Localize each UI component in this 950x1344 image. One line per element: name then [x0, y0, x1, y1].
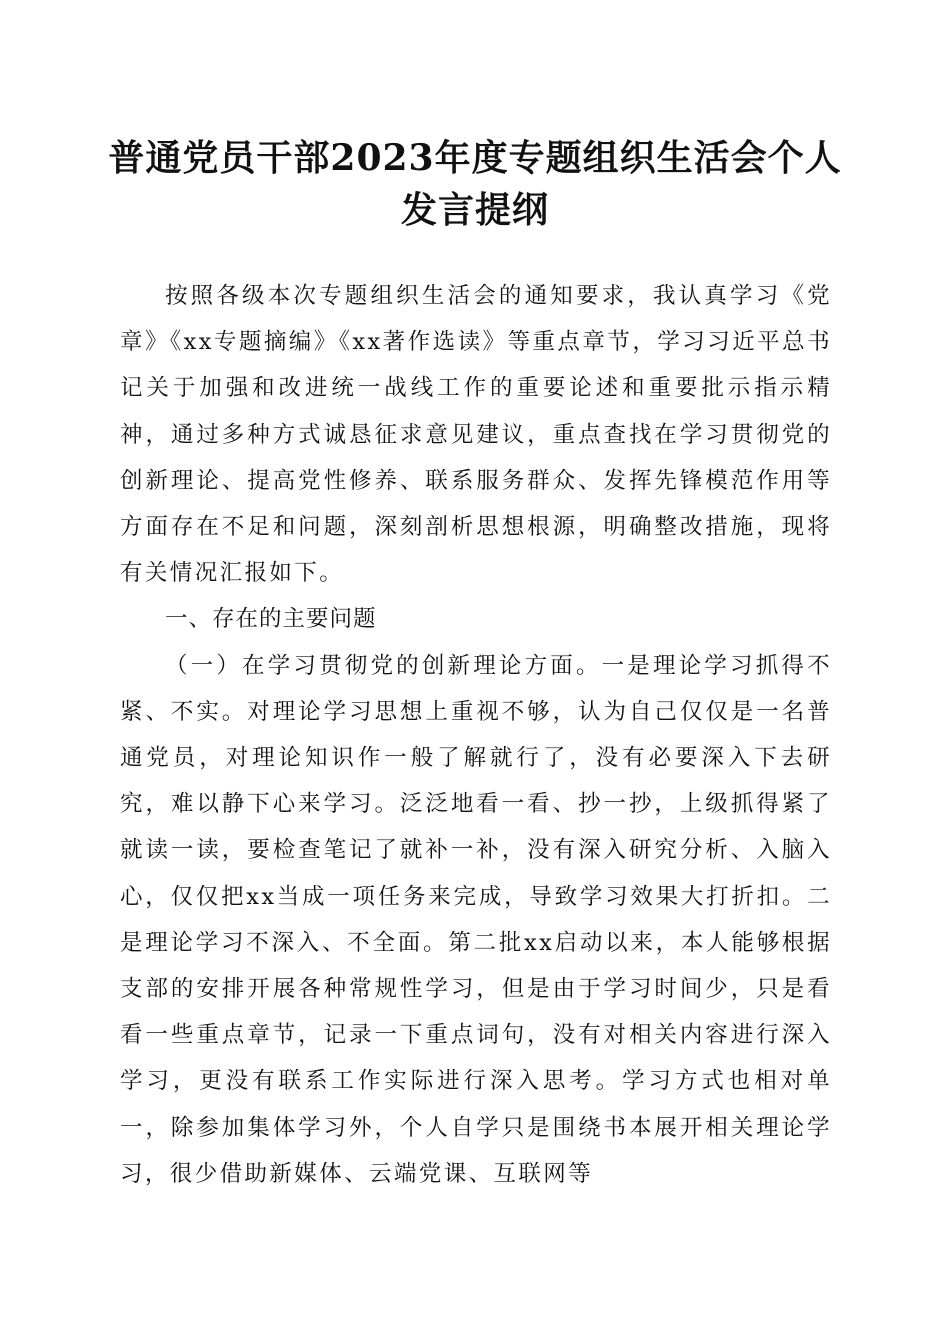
section-heading: 一、存在的主要问题 — [165, 606, 377, 633]
document-body — [120, 273, 832, 1197]
intro-paragraph: 按照各级本次专题组织生活会的通知要求，我认真学习《党章》《xx专题摘编》《xx著作选读》等重点章节，学习习近平总书记关于加强和改进统一战线工作的重要论述和重要批示指示精神，通过多种方式诚恳征求意见建议，重点查找在学习贯彻党的创新理论、提高党性修养、联系服务群众、发挥先锋模范作用等方面存在不足和问题，深刻剖析思想根源，明确整改措施，现将有关情况汇报如下。 — [120, 283, 832, 587]
section-paragraph: （一）在学习贯彻党的创新理论方面。一是理论学习抓得不紧、不实。对理论学习思想上重视不够，认为自己仅仅是一名普通党员，对理论知识作一般了解就行了，没有必要深入下去研究，难以静下心来学习。泛泛地看一看、抄一抄，上级抓得紧了就读一读，要检查笔记了就补一补，没有深入研究分析、入脑入心，仅仅把xx当成一项任务来完成，导致学习效果大打折扣。二是理论学习不深入、不全面。第二批xx启动以来，本人能够根据支部的安排开展各种常规性学习，但是由于学习时间少，只是看看一些重点章节，记录一下重点词句，没有对相关内容进行深入学习，更没有联系工作实际进行深入思考。学习方式也相对单一，除参加集体学习外，个人自学只是围绕书本展开相关理论学习，很少借助新媒体、云端党课、互联网等 — [120, 652, 832, 1187]
document-title: 普通党员干部2023年度专题组织生活会个人发言提纲 — [108, 137, 842, 231]
